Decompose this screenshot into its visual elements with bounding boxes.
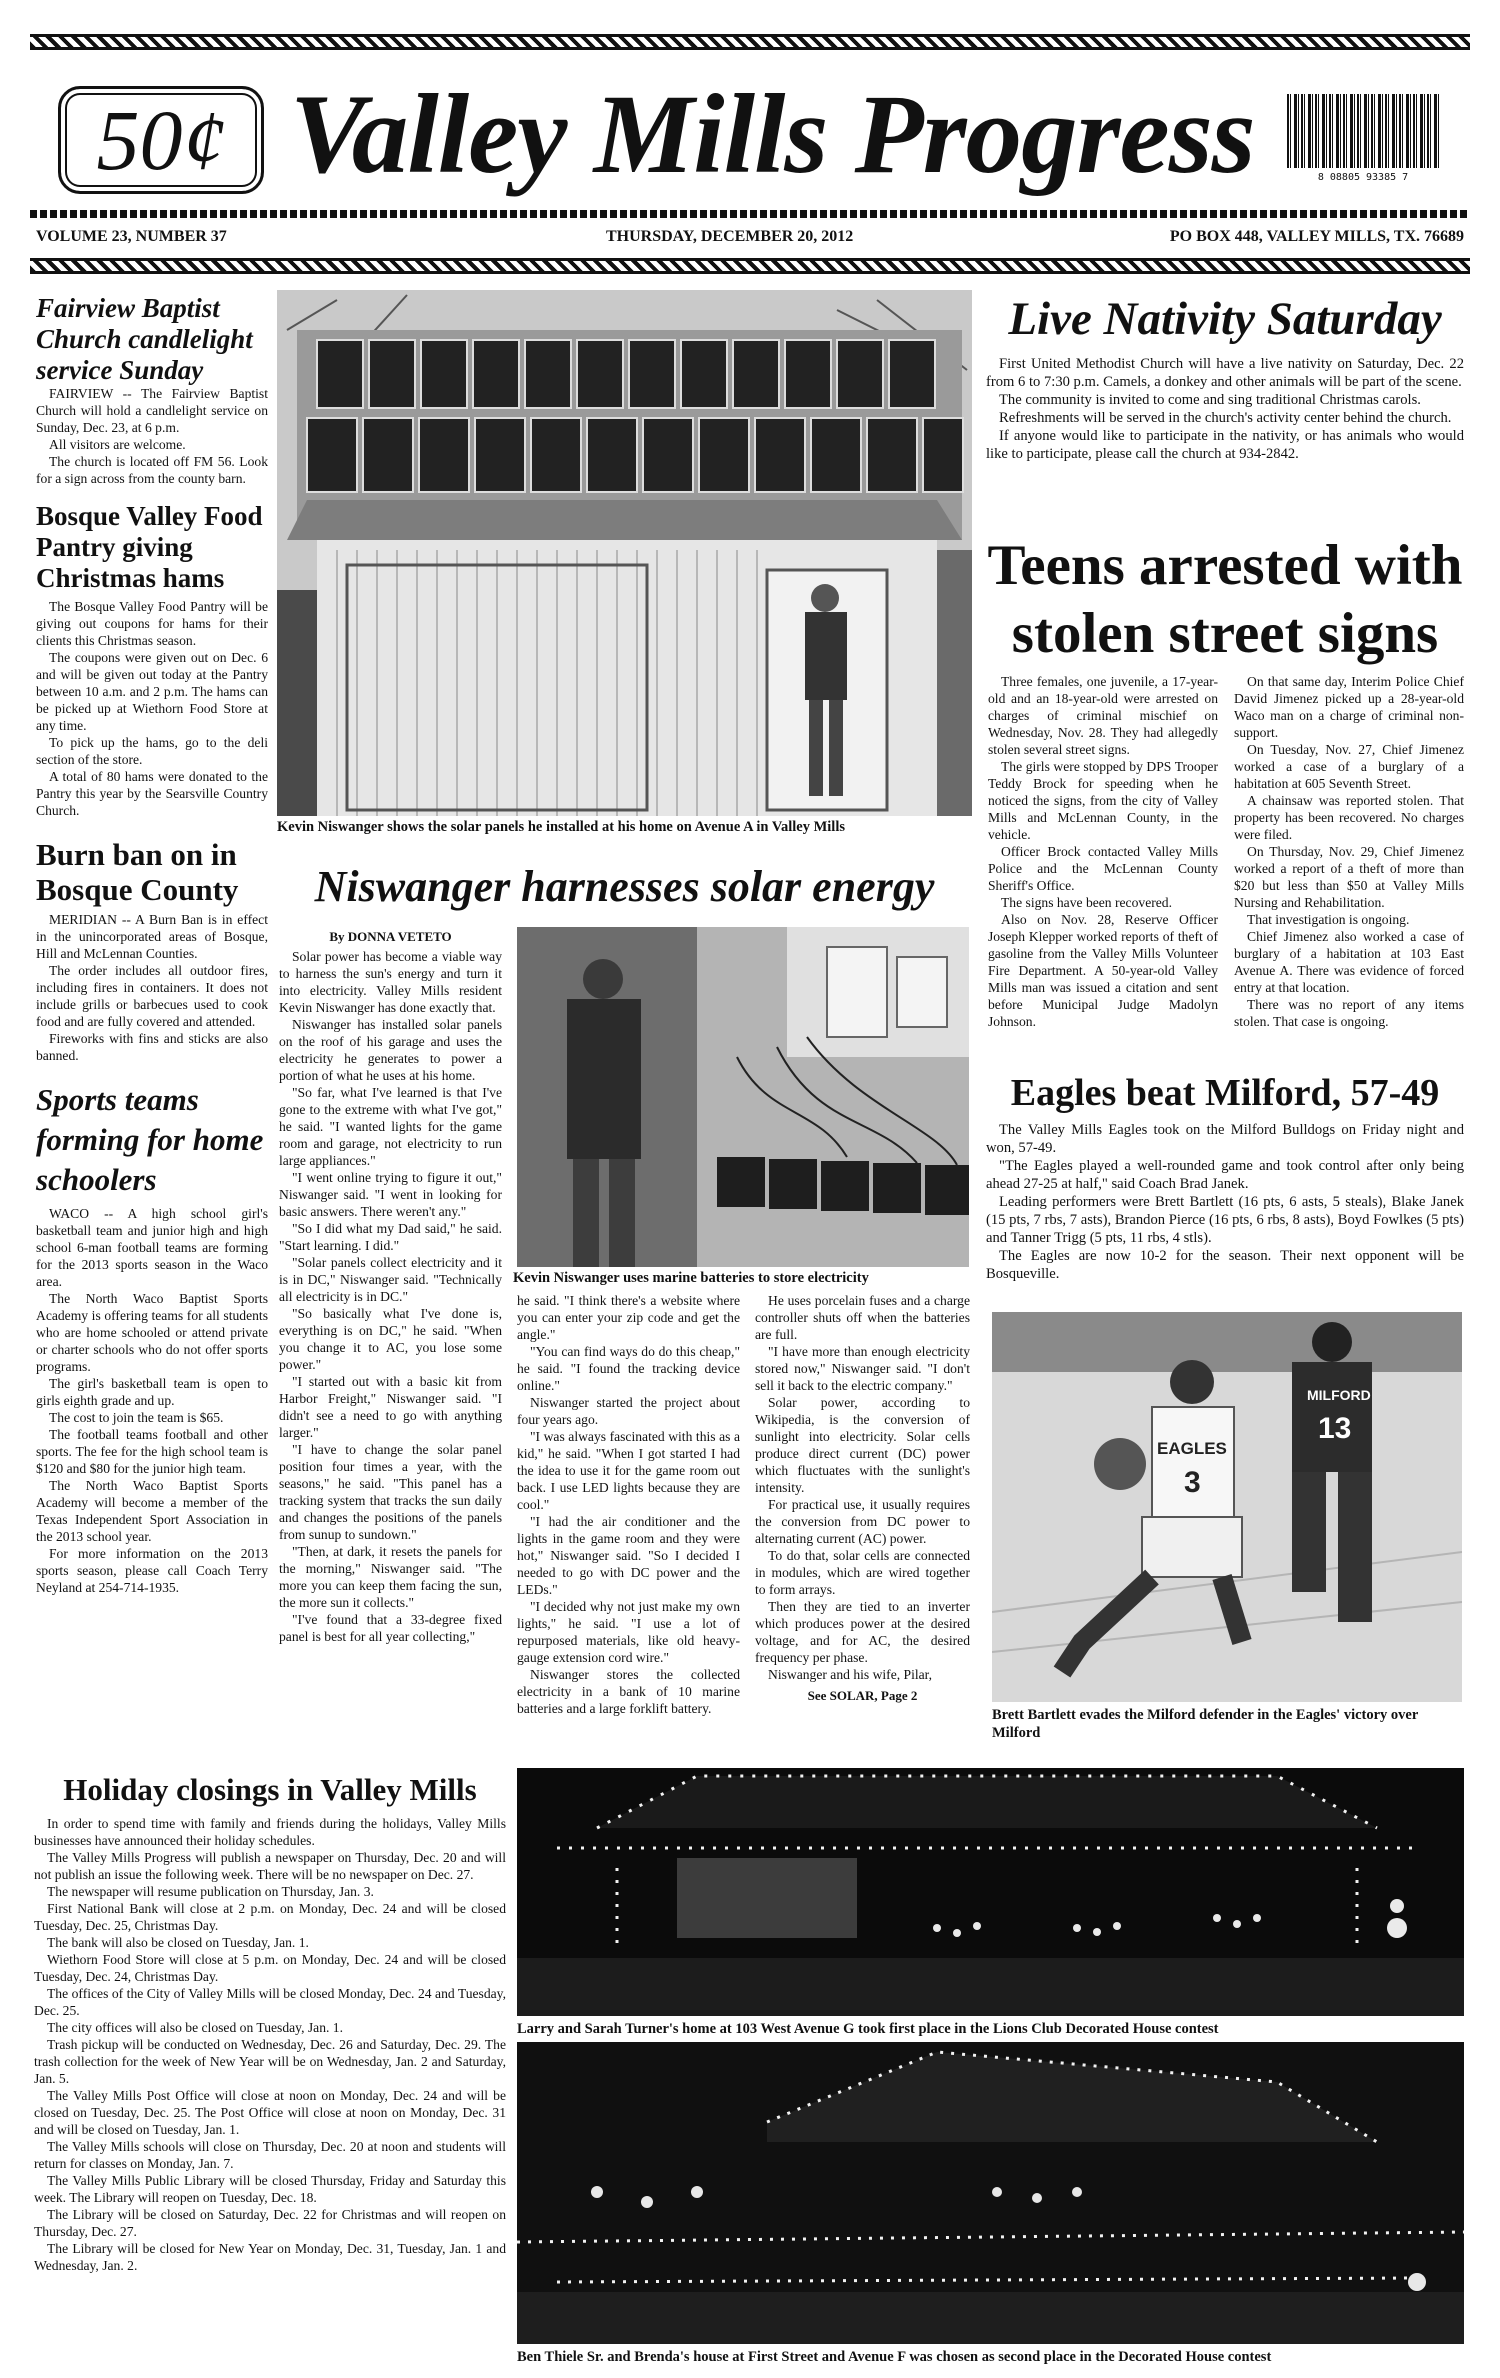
price: 50¢ — [96, 92, 226, 188]
paragraph: Also on Nov. 28, Reserve Officer Joseph Klepper worked reports of theft of gasoline from the Valley Mills Volunteer Fire Department. A 50-year-old Valley Mills man was issued a citation and sent before Municipal Judge Madolyn Johnson. — [988, 912, 1218, 1029]
paragraph: On Tuesday, Nov. 27, Chief Jimenez worked a case of a burglary of a habitation at 605 Seventh Street. — [1234, 742, 1464, 791]
basketball-caption: Brett Bartlett evades the Milford defender in the Eagles' victory over Milford — [992, 1707, 1419, 1741]
barcode-number: 8 08805 93385 7 — [1317, 172, 1409, 183]
paragraph: The girls were stopped by DPS Trooper Teddy Brock for speeding when he noticed the signs, from the city of Valley Mills and McLennan County, in the vehicle. — [988, 759, 1218, 842]
paragraph: "So I did what my Dad said," he said. "Start learning. I did." — [279, 1221, 502, 1253]
teens-column-2 — [1234, 673, 1464, 1030]
paragraph: The church is located off FM 56. Look for a sign across from the county barn. — [36, 454, 268, 487]
paragraph: "Solar panels collect electricity and it is in DC," Niswanger said. "Technically all electricity is in DC." — [279, 1255, 502, 1304]
paragraph: Niswanger and his wife, Pilar, — [768, 1667, 933, 1682]
basketball-icon — [1094, 1438, 1146, 1490]
food-pantry-story — [36, 501, 268, 818]
away-jersey-number: 13 — [1318, 1412, 1352, 1445]
paragraph: The Eagles are now 10-2 for the season. Their next opponent will be Bosqueville. — [986, 1248, 1464, 1283]
paragraph: The order includes all outdoor fires, including fires in containers. It does not include grills or barbecues used to cook food and are fully covered and attended. — [36, 963, 268, 1030]
paragraph: "I have to change the solar panel position four times a year, with the seasons," he said. "This panel has a tracking system that tracks the sun daily and changes the positions of the panels from sunup to sundown." — [279, 1442, 502, 1542]
paragraph: The girl's basketball team is open to girls eighth grade and up. — [36, 1376, 268, 1409]
paragraph: Solar power has become a viable way to harness the sun's energy and turn it into electricity. Valley Mills resident Kevin Niswanger has done exactly that. — [279, 949, 502, 1015]
paragraph: The North Waco Baptist Sports Academy is offering teams for all students who are home schooled or attend private or charter schools who do not offer sports programs. — [36, 1291, 268, 1375]
paragraph: "You can find ways do do this cheap," he said. "I found the tracking device online." — [517, 1344, 740, 1393]
paragraph: The Valley Mills Progress will publish a newspaper on Thursday, Dec. 20 and will not publish an issue the following week. There will be no newspaper on Dec. 27. — [34, 1850, 506, 1883]
paragraph: The Valley Mills Post Office will close at noon on Monday, Dec. 24 and will be closed on Tuesday, Dec. 25. The Post Office will close at noon on Monday, Dec. 31 and will be closed on Tuesday, Jan. 1. — [34, 2088, 506, 2138]
paragraph: Niswanger has installed solar panels on the roof of his garage and uses the electricity he generates to power a portion of what he uses at his home. — [279, 1017, 502, 1083]
paragraph: The Bosque Valley Food Pantry will be giving out coupons for hams for their clients this Christmas season. — [36, 598, 268, 648]
paragraph: Leading performers were Brett Bartlett (16 pts, 6 asts, 5 steals), Blake Janek (15 pts, 7 rbs, 7 asts), Brandon Pierce (16 pts, 6 rbs, 8 asts), Boyd Fowlkes (5 pts) and Tanner Trigg (5 pts, 11 rbs, 4 stls). — [986, 1194, 1464, 1247]
nativity-story — [986, 293, 1464, 463]
solar-garage-illustration — [277, 290, 972, 816]
left-column — [36, 293, 268, 1596]
paragraph: In order to spend time with family and friends during the holidays, Valley Mills businesses have announced their holiday schedules. — [34, 1816, 506, 1849]
sports-story — [36, 1080, 268, 1596]
batteries-caption: Kevin Niswanger uses marine batteries to store electricity — [513, 1270, 869, 1286]
paragraph: "I've found that a 33-degree fixed panel is best for all year collecting," — [279, 1612, 502, 1644]
first-place-house-photo — [517, 1768, 1464, 2016]
paragraph: Chief Jimenez also worked a case of burglary of a habitation at 103 East Avenue A. There was evidence of forced entry at that location. — [1234, 929, 1464, 995]
solar-column-2 — [517, 1292, 740, 1717]
solar-top-caption: Kevin Niswanger shows the solar panels he installed at his home on Avenue A in Valley Mills — [277, 819, 845, 835]
second-house-illustration — [517, 2042, 1464, 2344]
nativity-body — [986, 355, 1464, 463]
paragraph: The signs have been recovered. — [1001, 895, 1172, 910]
solar-column-3 — [755, 1292, 970, 1707]
teens-headline: Teens arrested with stolen street signs — [987, 534, 1463, 666]
burnban-headline: Burn ban on in Bosque County — [36, 836, 239, 907]
paragraph: "So basically what I've done is, everything is on DC," he said. "When you change it to AC, you lose some power." — [279, 1306, 502, 1372]
paragraph: All visitors are welcome. — [49, 437, 186, 453]
paragraph: For more information on the 2013 sports season, please call Coach Terry Neyland at 254-714-1935. — [36, 1546, 268, 1596]
paragraph: "Then, at dark, it resets the panels for the morning," Niswanger said. "The more you can keep them facing the sun, the more sun it collects." — [279, 1544, 502, 1610]
top-border — [30, 34, 1470, 50]
price-box — [58, 86, 264, 194]
solar-byline: By DONNA VETETO — [329, 929, 452, 944]
paragraph: WACO -- A high school girl's basketball team and junior high and high school 6-man football teams are forming for the 2013 sports season in the Waco area. — [36, 1206, 268, 1290]
paragraph: A total of 80 hams were donated to the Pantry this year by the Searsville Country Church. — [36, 768, 268, 818]
paragraph: The city offices will also be closed on Tuesday, Jan. 1. — [47, 2020, 343, 2036]
paragraph: "The Eagles played a well-rounded game and took control after only being ahead 27-25 at half," said Coach Brad Janek. — [986, 1158, 1464, 1193]
paragraph: The Valley Mills Eagles took on the Milford Bulldogs on Friday night and won, 57-49. — [986, 1122, 1464, 1157]
paragraph: Wiethorn Food Store will close at 5 p.m. on Monday, Dec. 24 and will be closed Tuesday, Dec. 24, Christmas Day. — [34, 1952, 506, 1985]
paragraph: The coupons were given out on Dec. 6 and will be given out today at the Pantry between 10 a.m. and 2 p.m. The hams can be picked up at Wiethorn Food Store at any time. — [36, 649, 268, 733]
paragraph: Then they are tied to an inverter which produces power at the desired voltage, and for AC, the desired frequency per phase. — [755, 1599, 970, 1665]
pantry-body — [36, 598, 268, 819]
masthead-rule — [30, 210, 1470, 218]
paragraph: The Valley Mills schools will close on Thursday, Dec. 20 at noon and students will return for classes on Monday, Jan. 7. — [34, 2139, 506, 2172]
sports-body — [36, 1205, 268, 1596]
paragraph: "I was always fascinated with this as a kid," he said. "When I got started I had the idea to use it for the game room out back. I use LED lights because they are cool." — [517, 1429, 740, 1512]
basketball-illustration — [992, 1312, 1462, 1702]
eagles-story — [986, 1072, 1464, 1283]
paragraph: A chainsaw was reported stolen. That property has been recovered. No charges were filed. — [1234, 793, 1464, 842]
barcode-bars — [1287, 94, 1439, 168]
away-jersey-name: MILFORD — [1307, 1387, 1371, 1403]
paragraph: For practical use, it usually requires the conversion from DC power to alternating current (AC) power. — [755, 1497, 970, 1546]
paragraph: First United Methodist Church will have a live nativity on Saturday, Dec. 22 from 6 to 7:30 p.m. Camels, a donkey and other animals will be part of the scene. — [986, 355, 1464, 390]
paragraph: "I decided why not just make my own lights," he said. "I use a lot of repurposed materials, like old heavy-gauge extension cord wire." — [517, 1599, 740, 1665]
barcode — [1287, 94, 1439, 188]
eagles-body — [986, 1121, 1464, 1283]
paragraph: The cost to join the team is $65. — [49, 1410, 224, 1426]
paragraph: There was no report of any items stolen. That case is ongoing. — [1234, 997, 1464, 1029]
paragraph: The North Waco Baptist Sports Academy will become a member of the Texas Independent Sport Association in the 2013 school year. — [36, 1478, 268, 1545]
paragraph: The bank will also be closed on Tuesday, Jan. 1. — [47, 1935, 309, 1951]
paragraph: Trash pickup will be conducted on Wednesday, Dec. 26 and Saturday, Dec. 29. The trash collection for the week of New Year will be on Wednesday, Jan. 2 and Saturday, Jan. 5. — [34, 2037, 506, 2087]
fairview-headline: Fairview Baptist Church candlelight service Sunday — [36, 293, 253, 385]
sports-headline: Sports teams forming for home schoolers — [36, 1082, 264, 1197]
paragraph: Three females, one juvenile, a 17-year-old and an 18-year-old were arrested on charges of criminal mischief on Wednesday, Nov. 28. They had allegedly stolen several street signs. — [988, 674, 1218, 757]
paragraph: Officer Brock contacted Valley Mills Police and the McLennan County Sheriff's Office. — [988, 844, 1218, 893]
holiday-body — [34, 1815, 506, 2274]
paragraph: "I have more than enough electricity stored now," Niswanger said. "I don't sell it back to the electric company." — [755, 1344, 970, 1393]
paragraph: Niswanger stores the collected electricity in a bank of 10 marine batteries and a large forklift battery. — [517, 1667, 740, 1716]
teens-column-1 — [988, 673, 1218, 1030]
paragraph: FAIRVIEW -- The Fairview Baptist Church will hold a candlelight service on Sunday, Dec. 23, at 6 p.m. — [36, 386, 268, 436]
paragraph: That investigation is ongoing. — [1247, 912, 1410, 927]
paragraph: The football teams football and other sports. The fee for the high school team is $120 and $80 for the junior high team. — [36, 1427, 268, 1477]
paragraph: If anyone would like to participate in the nativity, or has animals who would like to participate, please call the church at 934-2842. — [986, 427, 1464, 462]
mailing-address: PO BOX 448, VALLEY MILLS, TX. 76689 — [1169, 228, 1464, 245]
home-jersey-number: 3 — [1184, 1466, 1201, 1499]
eagles-headline: Eagles beat Milford, 57-49 — [1010, 1072, 1440, 1114]
paragraph: The community is invited to come and sing traditional Christmas carols. — [999, 391, 1421, 408]
first-place-house-caption: Larry and Sarah Turner's home at 103 West Avenue G took first place in the Lions Club Decorated House contest — [517, 2021, 1219, 2037]
solar-jump-link[interactable]: See SOLAR, Page 2 — [807, 1688, 918, 1703]
paragraph: "So far, what I've learned is that I've gone to the extreme with what I've got," he said. "I wanted lights for the game room and garage, not electricity to run large appliances." — [279, 1085, 502, 1168]
volume: VOLUME 23, NUMBER 37 — [36, 228, 227, 245]
home-jersey-name: EAGLES — [1157, 1439, 1227, 1458]
paragraph: MERIDIAN -- A Burn Ban is in effect in the unincorporated areas of Bosque, Hill and McLennan Counties. — [36, 912, 268, 962]
nativity-headline: Live Nativity Saturday — [1008, 293, 1442, 345]
second-place-house-photo — [517, 2042, 1464, 2344]
paragraph: "I had the air conditioner and the lights in the game room and they were hot," Niswanger said. "So I decided I needed to go with DC power and the LEDs." — [517, 1514, 740, 1597]
paragraph: The Library will be closed for New Year on Monday, Dec. 31, Tuesday, Jan. 1 and Wednesday, Jan. 2. — [34, 2241, 506, 2274]
paragraph: To do that, solar cells are connected in modules, which are wired together to form arrays. — [755, 1548, 970, 1597]
issue-date: THURSDAY, DECEMBER 20, 2012 — [606, 228, 854, 245]
paragraph: Niswanger started the project about four years ago. — [517, 1395, 740, 1427]
paragraph: On Thursday, Nov. 29, Chief Jimenez worked a report of a theft of more than $20 but less than $50 at Valley Mills Nursing and Rehabilitation. — [1234, 844, 1464, 910]
paragraph: To pick up the hams, go to the deli section of the store. — [36, 734, 268, 767]
solar-headline: Niswanger harnesses solar energy — [314, 862, 935, 911]
batteries-photo — [517, 927, 969, 1267]
paragraph: "I started out with a basic kit from Harbor Freight," Niswanger said. "I didn't see a need to go with anything larger." — [279, 1374, 502, 1440]
pantry-headline: Bosque Valley Food Pantry giving Christmas hams — [36, 501, 263, 593]
first-house-illustration — [517, 1768, 1464, 2016]
paragraph: "I went online trying to figure it out," Niswanger said. "I went in looking for basic answers. There weren't any." — [279, 1170, 502, 1219]
second-place-house-caption: Ben Thiele Sr. and Brenda's house at First Street and Avenue F was chosen as second place in the Decorated House contest — [517, 2349, 1272, 2365]
paragraph: Refreshments will be served in the church's activity center behind the church. — [999, 409, 1452, 426]
paragraph: Solar power, according to Wikipedia, is the conversion of sunlight into electricity. Solar cells produce direct current (DC) power which fluctuates with the sunlight's intensity. — [755, 1395, 970, 1495]
newspaper-title: Valley Mills Progress — [290, 72, 1255, 197]
basketball-photo — [992, 1312, 1462, 1702]
paragraph: The Valley Mills Public Library will be closed Thursday, Friday and Saturday this week. The Library will reopen on Tuesday, Dec. 18. — [34, 2173, 506, 2206]
solar-garage-photo — [277, 290, 972, 816]
paragraph: The newspaper will resume publication on Thursday, Jan. 3. — [47, 1884, 374, 1900]
fairview-story — [36, 293, 268, 487]
paragraph: Fireworks with fins and sticks are also banned. — [36, 1031, 268, 1064]
burnban-body — [36, 911, 268, 1064]
paragraph: He uses porcelain fuses and a charge controller shuts off when the batteries are full. — [755, 1293, 970, 1342]
paragraph: First National Bank will close at 2 p.m. on Monday, Dec. 24 and will be closed Tuesday, Dec. 25, Christmas Day. — [34, 1901, 506, 1934]
solar-column-1 — [279, 926, 502, 1645]
paragraph: On that same day, Interim Police Chief David Jimenez picked up a 28-year-old Waco man on a charge of criminal non-support. — [1234, 674, 1464, 740]
paragraph: he said. "I think there's a website where you can enter your zip code and get the angle." — [517, 1293, 740, 1342]
fairview-body — [36, 385, 268, 487]
masthead-bottom-border — [30, 258, 1470, 274]
holiday-story — [34, 1772, 506, 2274]
batteries-illustration — [517, 927, 969, 1267]
paragraph: The offices of the City of Valley Mills will be closed Monday, Dec. 24 and Tuesday, Dec. 25. — [34, 1986, 506, 2019]
holiday-headline: Holiday closings in Valley Mills — [63, 1772, 477, 1807]
paragraph: The Library will be closed on Saturday, Dec. 22 for Christmas and will reopen on Thursday, Dec. 27. — [34, 2207, 506, 2240]
burn-ban-story — [36, 837, 268, 1065]
